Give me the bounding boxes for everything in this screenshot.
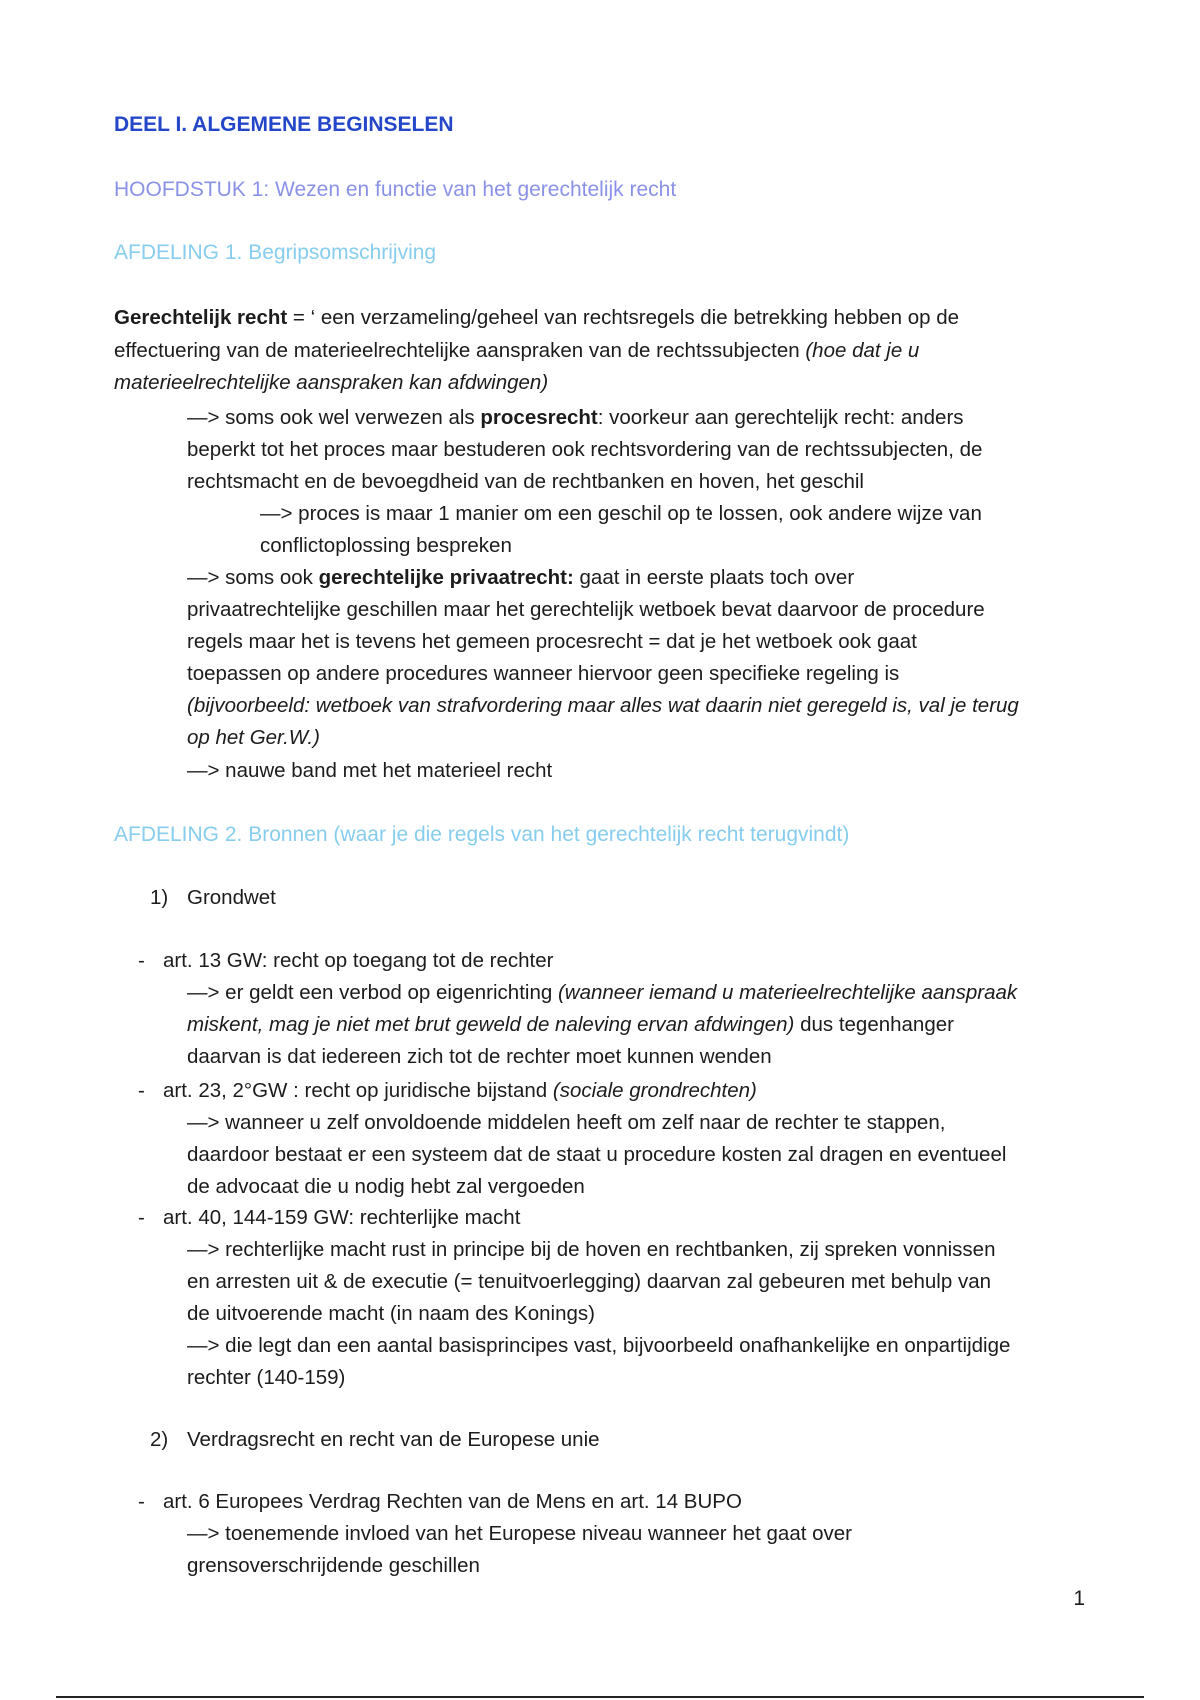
art-40-line-2: en arresten uit & de executie (= tenuitvoerlegging) daarvan zal gebeuren met behulp van xyxy=(187,1270,992,1293)
art-40-line-5: rechter (140-159) xyxy=(187,1366,346,1389)
art-23-line-3: de advocaat die u nodig hebt zal vergoeden xyxy=(187,1175,585,1198)
art-13-line-1 xyxy=(187,978,1017,1008)
privaatrecht-line-2: privaatrechtelijke geschillen maar het gerechtelijk wetboek bevat daarvoor de procedure xyxy=(187,598,985,621)
italic-note: (sociale grondrechten) xyxy=(552,1079,757,1102)
plain-text: art. 23, 2°GW : recht op juridische bijstand xyxy=(163,1079,553,1102)
afdeling-2-title: AFDELING 2. Bronnen (waar je die regels van het gerechtelijk recht terugvindt) xyxy=(114,823,850,846)
definition-term: Gerechtelijk recht xyxy=(114,306,288,329)
page-divider xyxy=(56,1696,1144,1698)
art-13-line-3: daarvan is dat iedereen zich tot de rechter moet kunnen wenden xyxy=(187,1045,772,1068)
art-23-line-2: daardoor bestaat er een systeem dat de staat u procedure kosten zal dragen en eventueel xyxy=(187,1143,1007,1166)
arrow-text: —> soms ook xyxy=(187,566,319,589)
procesrecht-sub-line-2: conflictoplossing bespreken xyxy=(260,534,512,557)
procesrecht-line-2: beperkt tot het proces maar bestuderen ook rechtsvordering van de rechtssubjecten, de xyxy=(187,438,983,461)
arrow-text: —> er geldt een verbod op eigenrichting xyxy=(187,981,558,1004)
section-number-2: 2) xyxy=(150,1428,169,1451)
privaatrecht-line-4: toepassen op andere procedures wanneer hiervoor geen specifieke regeling is xyxy=(187,662,900,685)
procesrecht-line-3: rechtsmacht en de bevoegdheid van de rechtbanken en hoven, het geschil xyxy=(187,470,864,493)
definition-text: effectuering van de materieelrechtelijke aanspraken van de rechtssubjecten xyxy=(114,339,806,362)
bullet-art-13: art. 13 GW: recht op toegang tot de rechter xyxy=(163,949,554,972)
bullet-art-6: art. 6 Europees Verdrag Rechten van de Mens en art. 14 BUPO xyxy=(163,1490,742,1513)
bullet-dash: - xyxy=(138,1079,145,1102)
art-40-line-1: —> rechterlijke macht rust in principe bij de hoven en rechtbanken, zij spreken vonnissen xyxy=(187,1238,996,1261)
bullet-dash: - xyxy=(138,1490,145,1513)
bullet-art-40: art. 40, 144-159 GW: rechterlijke macht xyxy=(163,1206,521,1229)
afdeling-1-title: AFDELING 1. Begripsomschrijving xyxy=(114,241,437,264)
definition-line-1 xyxy=(114,303,959,333)
definition-line-2 xyxy=(114,336,919,366)
definition-italic: (hoe dat je u xyxy=(805,339,920,362)
art-23-line-1: —> wanneer u zelf onvoldoende middelen heeft om zelf naar de rechter te stappen, xyxy=(187,1111,946,1134)
page-number: 1 xyxy=(1073,1587,1085,1610)
italic-note: (wanneer iemand u materieelrechtelijke aanspraak xyxy=(557,981,1018,1004)
art-13-line-2 xyxy=(187,1010,954,1040)
hoofdstuk-title: HOOFDSTUK 1: Wezen en functie van het gerechtelijk recht xyxy=(114,178,677,201)
materieel-recht-line: —> nauwe band met het materieel recht xyxy=(187,759,553,782)
bullet-dash: - xyxy=(138,1206,145,1229)
privaatrecht-term: gerechtelijke privaatrecht: xyxy=(318,566,574,589)
procesrecht-sub-line-1: —> proces is maar 1 manier om een geschil op te lossen, ook andere wijze van xyxy=(260,502,982,525)
privaatrecht-line-3: regels maar het is tevens het gemeen procesrecht = dat je het wetboek ook gaat xyxy=(187,630,917,653)
privaatrecht-line-6: op het Ger.W.) xyxy=(187,726,320,749)
arrow-text: : voorkeur aan gerechtelijk recht: anders xyxy=(597,406,964,429)
art-40-line-3: de uitvoerende macht (in naam des Konings) xyxy=(187,1302,595,1325)
arrow-text: gaat in eerste plaats toch over xyxy=(573,566,855,589)
definition-text: = ‘ een verzameling/geheel van rechtsregels die betrekking hebben op de xyxy=(287,306,960,329)
procesrecht-term: procesrecht xyxy=(480,406,598,429)
art-6-line-1: —> toenemende invloed van het Europese niveau wanneer het gaat over xyxy=(187,1522,852,1545)
section-title-grondwet: Grondwet xyxy=(187,886,276,909)
italic-note: miskent, mag je niet met brut geweld de naleving ervan afdwingen) xyxy=(187,1013,795,1036)
art-40-line-4: —> die legt dan een aantal basisprincipes vast, bijvoorbeeld onafhankelijke en onpartijdige xyxy=(187,1334,1011,1357)
section-number-1: 1) xyxy=(150,886,169,909)
arrow-text: —> soms ook wel verwezen als xyxy=(187,406,481,429)
bullet-art-23 xyxy=(163,1076,757,1106)
section-title-verdragsrecht: Verdragsrecht en recht van de Europese unie xyxy=(187,1428,600,1451)
bullet-dash: - xyxy=(138,949,145,972)
privaatrecht-line-5: (bijvoorbeeld: wetboek van strafvordering maar alles wat daarin niet geregeld is, val je terug xyxy=(187,694,1019,717)
definition-line-3: materieelrechtelijke aanspraken kan afdwingen) xyxy=(114,371,549,394)
privaatrecht-line-1 xyxy=(187,563,854,593)
art-6-line-2: grensoverschrijdende geschillen xyxy=(187,1554,480,1577)
procesrecht-line-1 xyxy=(187,403,964,433)
plain-text: dus tegenhanger xyxy=(794,1013,954,1036)
deel-title: DEEL I. ALGEMENE BEGINSELEN xyxy=(114,113,454,136)
